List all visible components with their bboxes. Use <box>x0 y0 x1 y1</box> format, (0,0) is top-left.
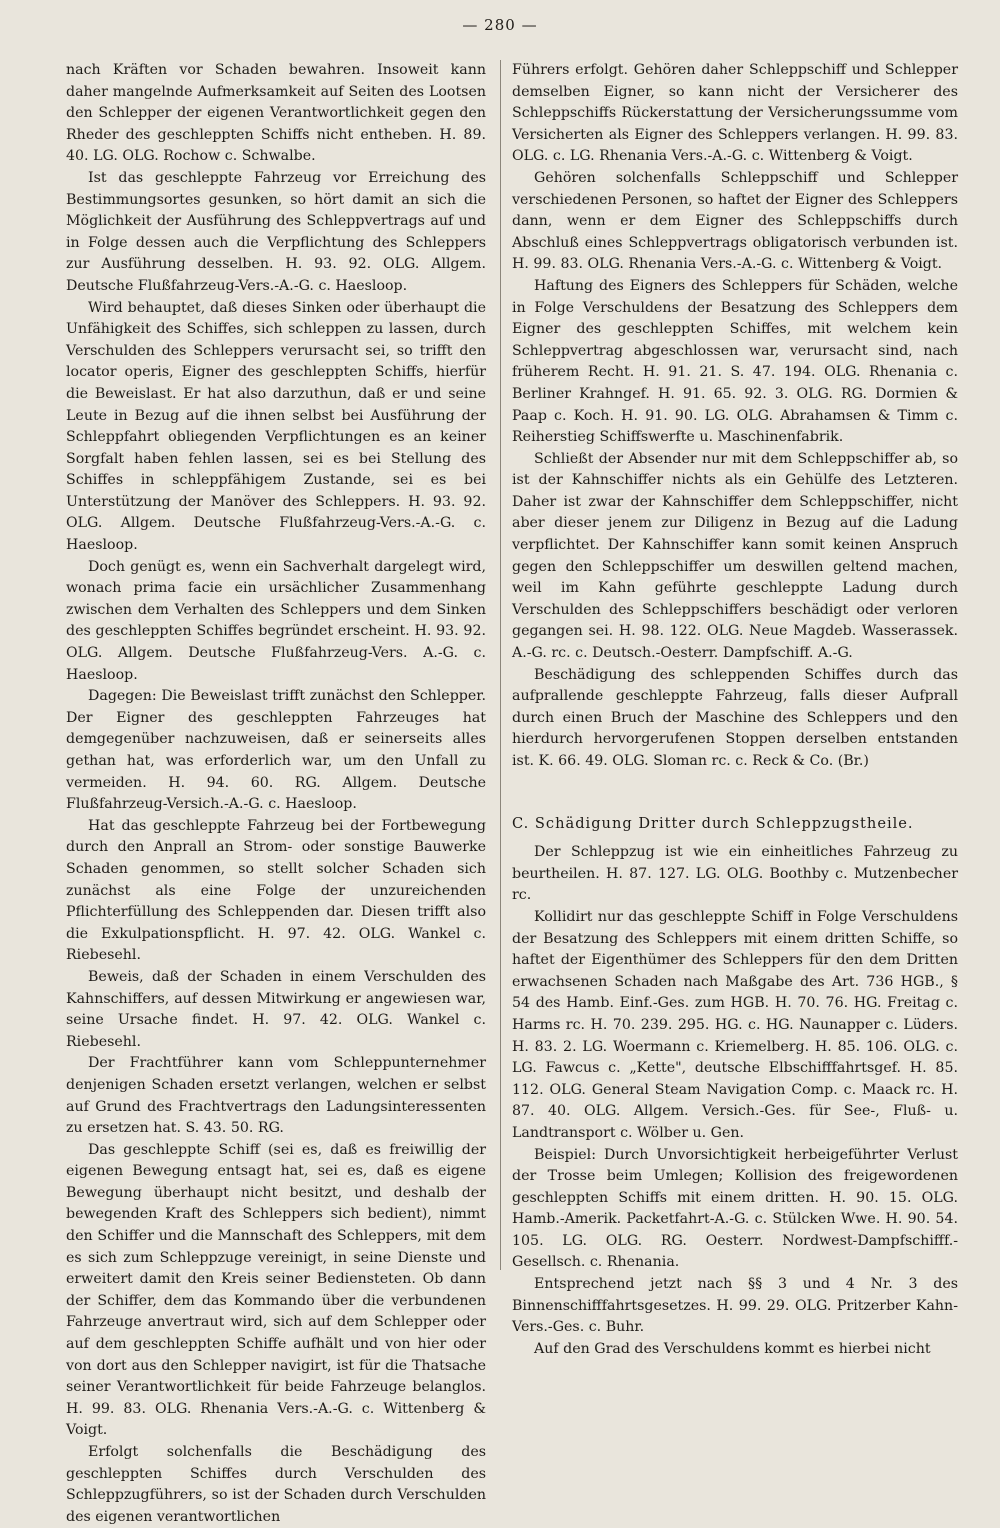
paragraph: Kollidirt nur das geschleppte Schiff in Folge Verschuldens der Besatzung des Schleppers mit einem dritten Schiffe, so haftet der Eigenthümer des Schleppers für den dem Dritten erwachsenen Schaden nach Maßgabe des Art. 736 HGB., § 54 des Hamb. Einf.-Ges. zum HGB. H. 70. 76. HG. Freitag c. Harms rc. H. 70. 239. 295. HG. c. HG. Naunapper c. Lüders. H. 83. 2. LG. Woermann c. Kriemelberg. H. 85. 106. OLG. c. LG. Fawcus c. „Kette", deutsche Elbschifffahrtsgef. H. 85. 112. OLG. General Steam Navigation Comp. c. Maack rc. H. 87. 40. OLG. Allgem. Versich.-Ges. für See-, Fluß- u. Landtransport c. Wölber u. Gen. <box>512 908 958 1141</box>
paragraph: Haftung des Eigners des Schleppers für Schäden, welche in Folge Verschuldens der Besatzung des Schleppers dem Eigner des geschleppten Schiffes, mit welchem kein Schleppvertrag abgeschlossen war, verursacht sind, nach früherem Recht. H. 91. 21. S. 47. 194. OLG. Rhenania c. Berliner Krahngef. H. 91. 65. 92. 3. OLG. RG. Dormien & Paap c. Koch. H. 91. 90. LG. OLG. Abrahamsen & Timm c. Reiherstieg Schiffswerfte u. Maschinenfabrik. <box>512 277 958 446</box>
paragraph: Führers erfolgt. Gehören daher Schleppschiff und Schlepper demselben Eigner, so kann nicht der Versicherer des Schleppschiffs Rückerstattung der Versicherungssumme vom Versicherten als Eigner des Schleppers verlangen. H. 99. 83. OLG. c. LG. Rhenania Vers.-A.-G. c. Wittenberg & Voigt. <box>512 62 958 165</box>
paragraph: Dagegen: Die Beweislast trifft zunächst den Schlepper. Der Eigner des geschleppten Fahrzeuges hat demgegenüber nachzuweisen, daß er seinerseits alles gethan hat, was erforderlich war, um den Unfall zu vermeiden. H. 94. 60. RG. Allgem. Deutsche Flußfahrzeug-Versich.-A.-G. c. Haesloop. <box>66 688 486 813</box>
paragraph: Schließt der Absender nur mit dem Schleppschiffer ab, so ist der Kahnschiffer nichts als ein Gehülfe des Letzteren. Daher ist zwar der Kahnschiffer dem Schleppschiffer, nicht aber dieser jenem zur Diligenz in Bezug auf die Ladung verpflichtet. Der Kahnschiffer kann somit keinen Anspruch gegen den Schleppschiffer um deswillen geltend machen, weil im Kahn geführte geschleppte Ladung durch Verschulden des Schleppschiffers beschädigt oder verloren gegangen sei. H. 98. 122. OLG. Neue Magdeb. Wasserassek. A.-G. rc. c. Deutsch.-Oesterr. Dampfschiff. A.-G. <box>512 450 958 662</box>
paragraph: Auf den Grad des Verschuldens kommt es hierbei nicht <box>534 1340 931 1357</box>
column-divider <box>500 60 501 1270</box>
page-number: — 280 — <box>462 16 538 34</box>
paragraph: nach Kräften vor Schaden bewahren. Insoweit kann daher mangelnde Aufmerksamkeit auf Seiten des Lootsen den Schlepper der eigenen Verantwortlichkeit gegen den Rheder des geschleppten Schiffs nicht entheben. H. 89. 40. LG. OLG. Rochow c. Schwalbe. <box>66 62 486 165</box>
paragraph: Gehören solchenfalls Schleppschiff und Schlepper verschiedenen Personen, so haftet der Eigner des Schleppers dann, wenn er dem Eigner des Schleppschiffs durch Abschluß eines Schleppvertrags obligatorisch verbunden ist. H. 99. 83. OLG. Rhenania Vers.-A.-G. c. Wittenberg & Voigt. <box>512 169 958 273</box>
paragraph: Wird behauptet, daß dieses Sinken oder überhaupt die Unfähigkeit des Schiffes, sich schleppen zu lassen, durch Verschulden des Schleppers verursacht sei, so trifft den locator operis, Eigner des geschleppten Schiffs, hierfür die Beweislast. Er hat also darzuthun, daß er und seine Leute in Bezug auf die ihnen selbst bei Ausführung der Schleppfahrt obliegenden Verpflichtungen es an keiner Sorgfalt haben fehlen lassen, sei es bei Stellung des Schiffes in schleppfähigem Zustande, sei es bei Unterstützung der Manöver des Schleppers. H. 93. 92. OLG. Allgem. Deutsche Flußfahrzeug-Vers.-A.-G. c. Haesloop. <box>66 299 486 554</box>
right-column <box>512 60 958 1360</box>
left-column <box>66 60 486 1528</box>
paragraph: Beweis, daß der Schaden in einem Verschulden des Kahnschiffers, auf dessen Mitwirkung er angewiesen war, seine Ursache findet. H. 97. 42. OLG. Wankel c. Riebesehl. <box>66 968 486 1050</box>
paragraph: Doch genügt es, wenn ein Sachverhalt dargelegt wird, wonach prima facie ein ursächlicher Zusammenhang zwischen dem Verhalten des Schleppers und dem Sinken des geschleppten Schiffes begründet erscheint. H. 93. 92. OLG. Allgem. Deutsche Flußfahrzeug-Vers. A.-G. c. Haesloop. <box>66 558 486 683</box>
paragraph: Entsprechend jetzt nach §§ 3 und 4 Nr. 3 des Binnenschifffahrtsgesetzes. H. 99. 29. OLG. Pritzerber Kahn-Vers.-Ges. c. Buhr. <box>512 1276 958 1336</box>
paragraph: Ist das geschleppte Fahrzeug vor Erreichung des Bestimmungsortes gesunken, so hört damit an sich die Möglichkeit der Ausführung des Schleppvertrags auf und in Folge dessen auch die Verpflichtung des Schleppers zur Ausführung desselben. H. 93. 92. OLG. Allgem. Deutsche Flußfahrzeug-Vers.-A.-G. c. Haesloop. <box>66 169 486 294</box>
paragraph: Beispiel: Durch Unvorsichtigkeit herbeigeführter Verlust der Trosse beim Umlegen; Kollision des freigewordenen geschleppten Schiffs mit einem dritten. H. 90. 15. OLG. Hamb.-Amerik. Packetfahrt-A.-G. c. Stülcken Wwe. H. 90. 54. 105. LG. OLG. RG. Oesterr. Nordwest-Dampfschifff.-Gesellsch. c. Rhenania. <box>512 1146 958 1271</box>
paragraph: Der Frachtführer kann vom Schleppunternehmer denjenigen Schaden ersetzt verlangen, welchen er selbst auf Grund des Frachtvertrags den Ladungsinteressenten zu ersetzen hat. S. 43. 50. RG. <box>66 1055 486 1137</box>
section-heading: C. Schädigung Dritter durch Schleppzugstheile. <box>512 814 914 832</box>
paragraph: Das geschleppte Schiff (sei es, daß es freiwillig der eigenen Bewegung entsagt hat, sei es, daß es eigene Bewegung überhaupt nicht besitzt, und deshalb der bewegenden Kraft des Schleppers sich bedient), nimmt den Schiffer und die Mannschaft des Schleppers, mit dem es sich zum Schleppzuge vereinigt, in seine Dienste und erweitert damit den Kreis seiner Bediensteten. Ob dann der Schiffer, dem das Kommando über die verbundenen Fahrzeuge anvertraut wird, sich auf dem Schlepper oder auf dem geschleppten Schiffe aufhält und von hier oder von dort aus den Schlepper navigirt, ist für die Thatsache seiner Verantwortlichkeit für beide Fahrzeuge belanglos. H. 99. 83. OLG. Rhenania Vers.-A.-G. c. Wittenberg & Voigt. <box>66 1141 486 1439</box>
paragraph: Der Schleppzug ist wie ein einheitliches Fahrzeug zu beurtheilen. H. 87. 127. LG. OLG. Boothby c. Mutzenbecher rc. <box>512 844 958 904</box>
paragraph: Hat das geschleppte Fahrzeug bei der Fortbewegung durch den Anprall an Strom- oder sonstige Bauwerke Schaden genommen, so stellt solcher Schaden sich zunächst als eine Folge der unzureichenden Pflichterfüllung des Schleppenden dar. Diesen trifft also die Exkulpationspflicht. H. 97. 42. OLG. Wankel c. Riebesehl. <box>66 817 486 964</box>
paragraph: Beschädigung des schleppenden Schiffes durch das aufprallende geschleppte Fahrzeug, falls dieser Aufprall durch einen Bruch der Maschine des Schleppers und den hierdurch hervorgerufenen Stoppen derselben entstanden ist. K. 66. 49. OLG. Sloman rc. c. Reck & Co. (Br.) <box>512 666 958 769</box>
paragraph: Erfolgt solchenfalls die Beschädigung des geschleppten Schiffes durch Verschulden des Schleppzugführers, so ist der Schaden durch Verschulden des eigenen verantwortlichen <box>66 1444 486 1525</box>
